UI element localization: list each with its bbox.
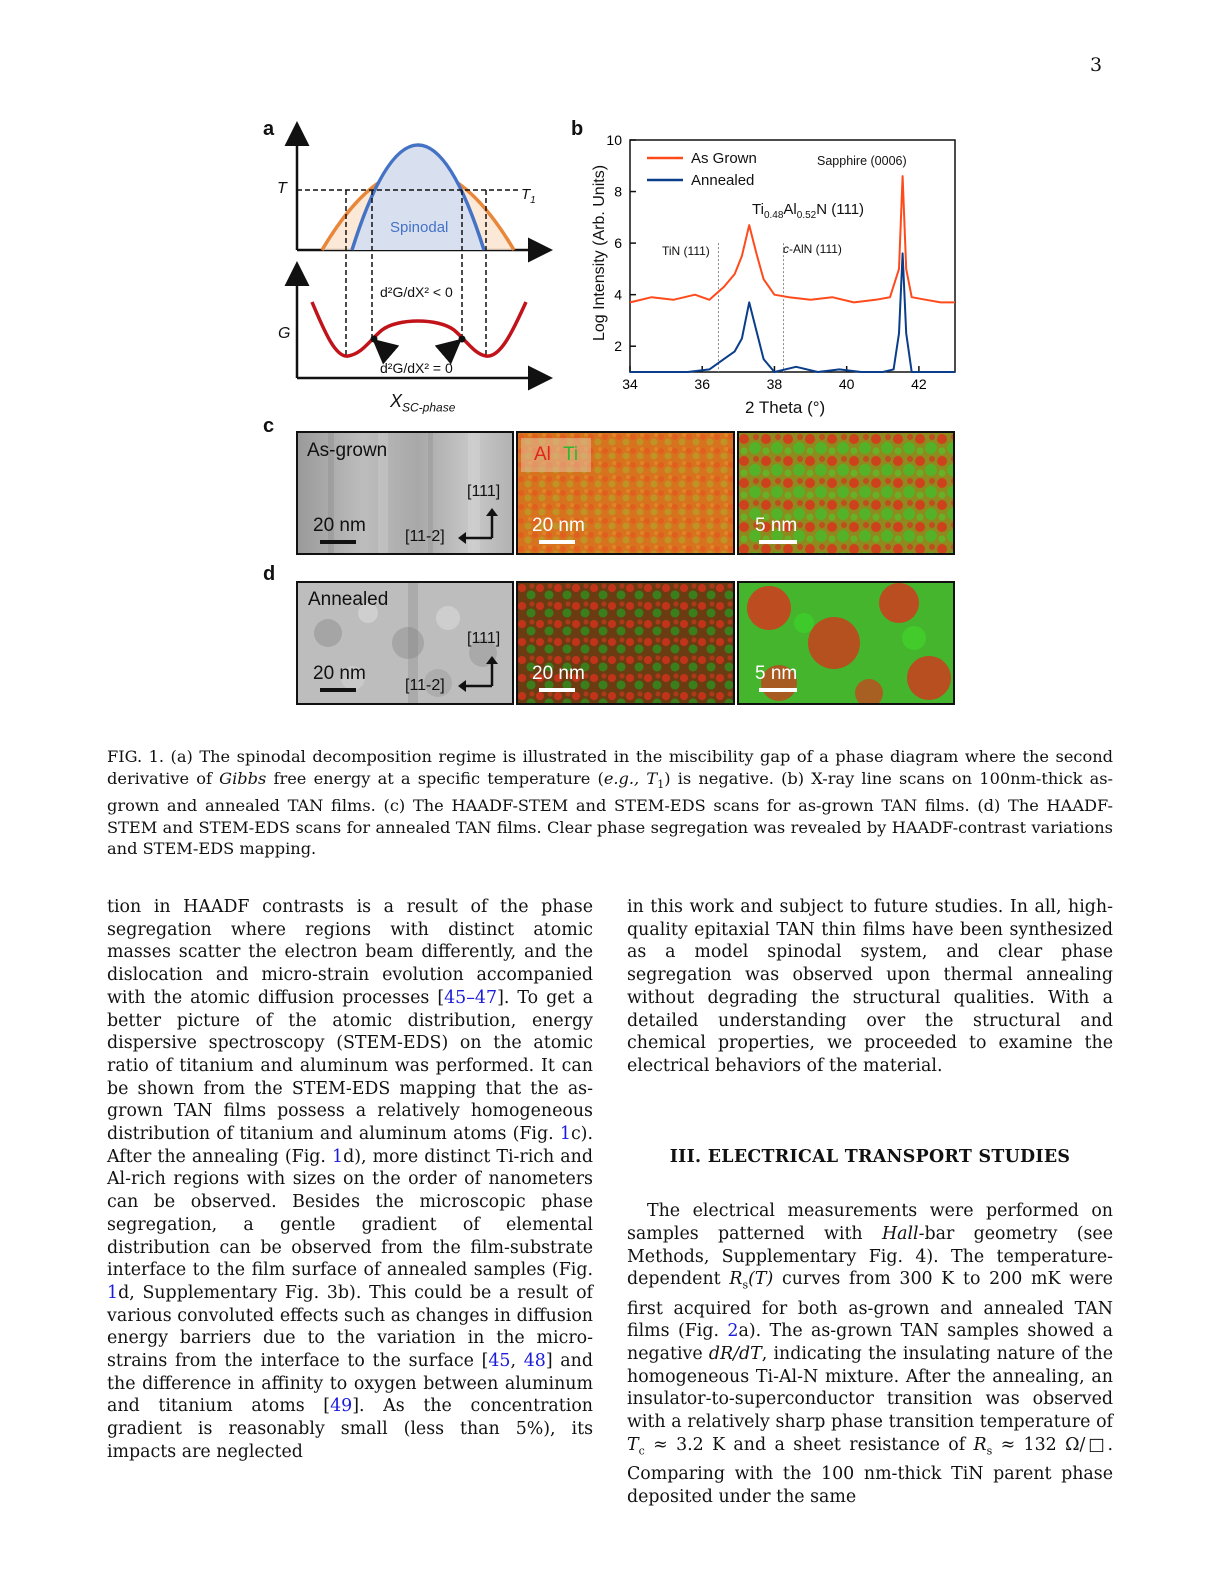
xrd-xlabel: 2 Theta (°) — [745, 398, 826, 417]
x-tick-label: 40 — [838, 376, 855, 392]
g-axis-label: G — [278, 325, 291, 342]
x-tick-label: 34 — [622, 376, 638, 392]
eds-annealed-20nm — [516, 581, 735, 705]
panel-letter-a: a — [263, 118, 275, 140]
y-tick-label: 2 — [614, 338, 622, 355]
x-tick-label: 42 — [911, 376, 927, 392]
free-energy-curve — [312, 302, 526, 356]
y-tick-label: 4 — [614, 286, 622, 303]
annotation-tin: TiN (111) — [662, 244, 710, 258]
annotation-tan: $Ti_{0.48}Al_{0.52}N$ (111) — [752, 201, 865, 221]
eds-legend — [521, 438, 591, 472]
citation-link[interactable]: 49 — [330, 1396, 353, 1417]
eds-annealed-5nm — [737, 581, 955, 705]
second-derivative-negative: d²G/dX² < 0 — [380, 284, 453, 300]
legend-al: Al — [534, 444, 551, 465]
figure-link[interactable]: 1 — [559, 1124, 571, 1145]
figure-caption: FIG. 1. (a) The spinodal decomposition regime is illustrated in the miscibility gap of a phase diagram where the second derivative of Gibbs free energy at a specific temperature (e.g., $T_1$) is negative. (b) X-ray line scans on 100nm-thick as-grown and annealed TAN films. (c) The HAADF-STEM and STEM-EDS scans for as-grown TAN films. (d) The HAADF-STEM and STEM-EDS scans for annealed TAN films. Clear phase segregation was revealed by HAADF-contrast variations and STEM-EDS mapping. — [107, 747, 1113, 859]
annotation-sapphire: Sapphire (0006) — [817, 154, 907, 168]
panel-letter-d: d — [263, 563, 276, 585]
direction-arrows-c — [456, 506, 506, 546]
figure-link[interactable]: 2 — [727, 1321, 739, 1342]
x-tick-label: 36 — [694, 376, 711, 392]
figure-link[interactable]: 1 — [331, 1146, 344, 1167]
panel-letter-c: c — [263, 415, 275, 437]
direction-arrows-d — [456, 654, 506, 694]
paragraph-summary: in this work and subject to future studies. In all, high-quality epitaxial TAN thin films have been synthesized as a model spinodal system, and clear phase segregation was observed upon thermal annealing without degrading the structural qualities. With a detailed understanding over the structural and chemical properties, we proceeded to examine the electrical behaviors of the material. — [627, 897, 1113, 1076]
spinodal-label: Spinodal — [390, 219, 449, 236]
panel-letter-b: b — [571, 118, 584, 140]
legend-annealed: Annealed — [691, 172, 755, 189]
scale-label-d2: 20 nm — [532, 663, 585, 684]
scale-label-c2: 20 nm — [532, 515, 585, 536]
figure-link[interactable]: 1 — [107, 1282, 119, 1303]
paragraph-electrical: The electrical measurements were performed on samples patterned with Hall-bar geometry (see Methods, Supplementary Fig. 4). The temperature-dependent $R_s(T)$ curves from 300 K to 200 mK were first acquired for both as-grown and annealed TAN films (Fig. 2a). The as-grown TAN samples showed a negative dR/dT, indicating the insulating nature of the homogeneous Ti-Al-N mixture. After the annealing, an insulator-to-superconductor transition was observed with a relatively sharp phase transition temperature of $T_c \approx 3.2$ K and a sheet resistance of $R_s \approx 132$ Ω/□. Comparing with the 100 nm-thick TiN parent phase deposited under the same — [627, 1201, 1113, 1507]
scale-bar-d1 — [320, 688, 356, 692]
scale-label-c3: 5 nm — [755, 515, 798, 536]
y-tick-label: 10 — [606, 132, 622, 148]
as-grown-label: As-grown — [307, 440, 388, 461]
y-tick-label: 6 — [614, 235, 622, 252]
scale-bar-d3 — [759, 688, 797, 692]
second-derivative-zero: d²G/dX² = 0 — [380, 360, 453, 376]
scale-bar-c3 — [759, 540, 797, 544]
citation-link[interactable]: 48 — [523, 1351, 546, 1372]
x-tick-label: 38 — [766, 376, 783, 392]
dir-112-d: [11-2] — [405, 677, 445, 694]
dir-112-c: [11-2] — [405, 528, 445, 545]
scale-label-d1: 20 nm — [313, 663, 366, 684]
scale-bar-c1 — [320, 540, 356, 544]
series-line-0 — [630, 176, 955, 302]
scale-bar-c2 — [539, 540, 575, 544]
xrd-ylabel: Log Intensity (Arb. Units) — [591, 164, 608, 342]
t-axis-label: T — [277, 180, 287, 197]
legend-ti: Ti — [563, 444, 579, 465]
legend-as-grown: As Grown — [691, 150, 757, 167]
body-right-column — [627, 896, 1113, 1508]
y-tick-label: 8 — [614, 183, 622, 200]
annotation-caln: c-AlN (111) — [783, 242, 842, 256]
paragraph-phase-segregation: tion in HAADF contrasts is a result of the phase segregation where regions with distinct atomic masses scatter the electron beam differently, and the dislocation and micro-strain evolution accompanied with the atomic diffusion processes [45–47]. To get a better picture of the atomic distribution, energy dispersive spectroscopy (STEM-EDS) on the atomic ratio of titanium and aluminum was performed. It can be shown from the STEM-EDS mapping that the as-grown TAN films possess a relatively homogeneous distribution of titanium and aluminum atoms (Fig. 1c). After the annealing (Fig. 1d), more distinct Ti-rich and Al-rich regions with sizes on the order of nanometers can be observed. Besides the microscopic phase segregation, a gentle gradient of elemental distribution can be observed from the film-substrate interface to the film surface of annealed samples (Fig. 1d, Supplementary Fig. 3b). This could be a result of various convoluted effects such as changes in diffusion energy barriers due to the variation in the micro-strains from the interface to the surface [45, 48] and the difference in affinity to oxygen between aluminum and titanium atoms [49]. As the concentration gradient is reasonably small (less than 5%), its impacts are neglected — [107, 897, 593, 1462]
body-left-column — [107, 896, 593, 1464]
x-axis-label: $X_{SC-phase}$ — [390, 391, 456, 415]
scale-label-d3: 5 nm — [755, 663, 798, 684]
section-heading: III. ELECTRICAL TRANSPORT STUDIES — [669, 1146, 1071, 1167]
annealed-label: Annealed — [308, 589, 389, 610]
dir-111-c: [111] — [467, 483, 501, 500]
page-number: 3 — [1090, 54, 1103, 76]
dir-111-d: [111] — [467, 630, 501, 647]
figure-1 — [0, 0, 1224, 720]
scale-bar-d2 — [539, 688, 575, 692]
scale-label-c1: 20 nm — [313, 515, 366, 536]
t1-label: $T_1$ — [521, 186, 536, 206]
citation-link[interactable]: 45 — [488, 1351, 511, 1372]
panel-b-xrd-chart — [580, 118, 970, 418]
citation-link[interactable]: 45–47 — [444, 987, 498, 1008]
